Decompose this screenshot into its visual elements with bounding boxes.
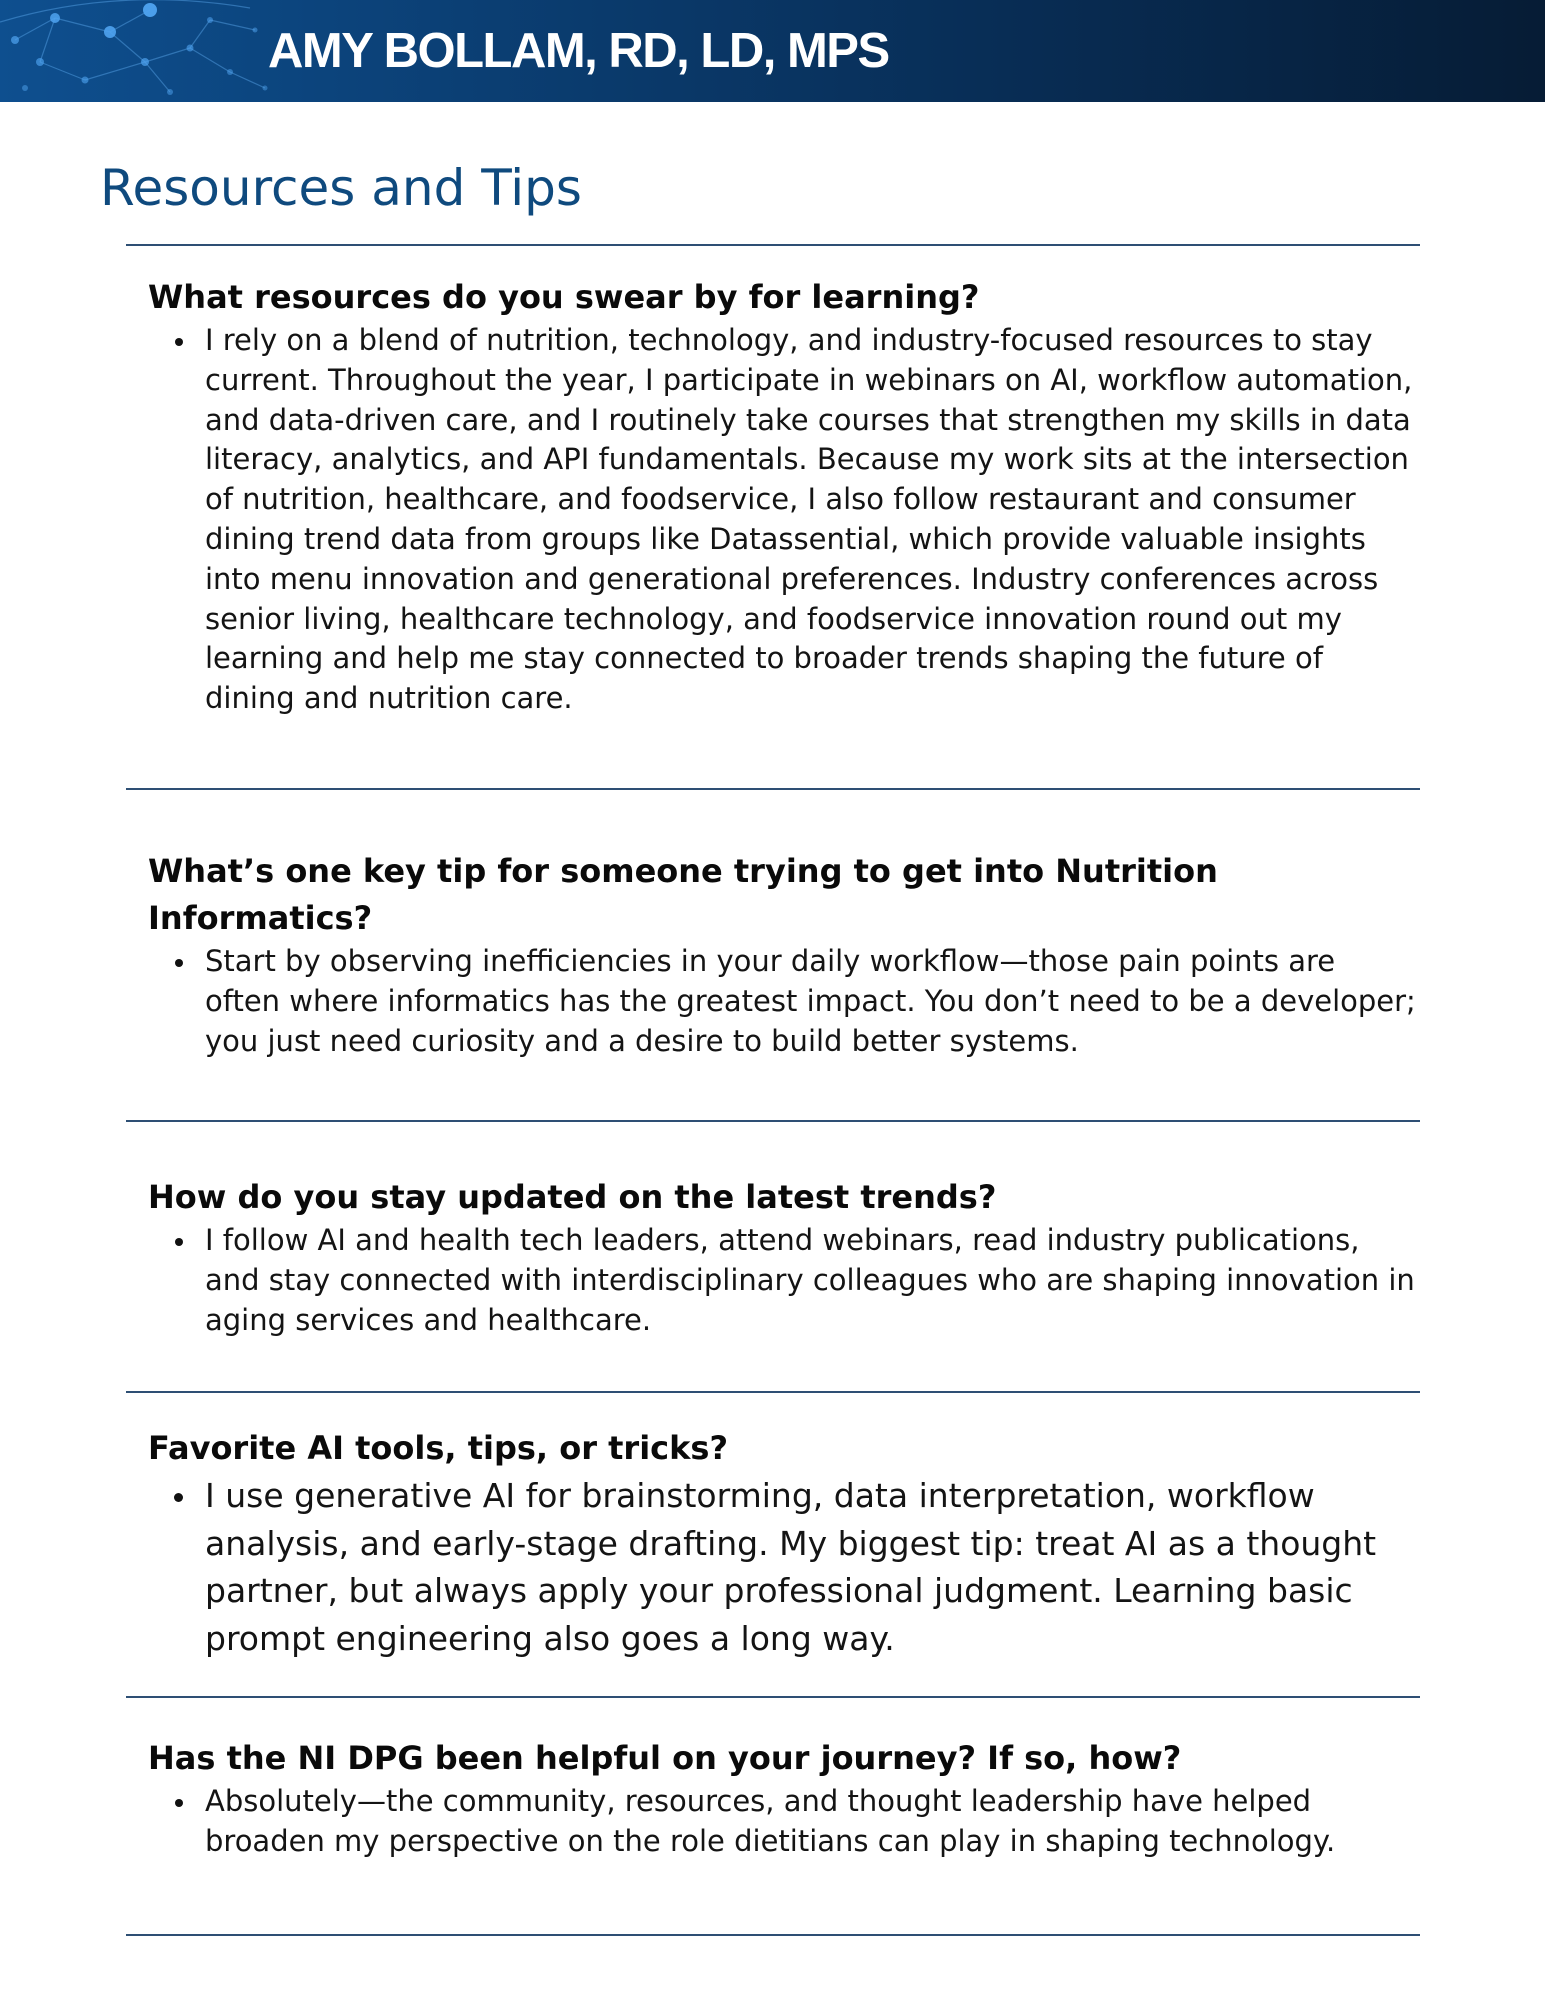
question-heading: What resources do you swear by for learning? (148, 278, 980, 316)
section-divider (126, 1696, 1420, 1698)
answer-list (148, 1782, 1418, 1862)
qa-section-ai-tools (148, 1425, 1418, 1662)
section-divider (126, 1934, 1420, 1936)
section-divider (126, 1391, 1420, 1393)
question-heading: Favorite AI tools, tips, or tricks? (148, 1429, 729, 1467)
question-heading: Has the NI DPG been helpful on your journey? If so, how? (148, 1739, 1182, 1777)
section-divider (126, 244, 1420, 246)
answer-list (148, 942, 1418, 1061)
network-nodes-icon (0, 0, 290, 102)
answer-list (148, 1221, 1418, 1340)
answer-bullet: I follow AI and health tech leaders, attend webinars, read industry publications, and stay connected with interdisciplinary colleagues who are shaping innovation in aging services and healthcare. (205, 1221, 1418, 1340)
answer-list (148, 1472, 1418, 1662)
header-banner (0, 0, 1545, 102)
qa-section-learning-resources (148, 274, 1418, 719)
section-divider (126, 788, 1420, 790)
answer-list (148, 321, 1418, 719)
answer-bullet: I use generative AI for brainstorming, data interpretation, workflow analysis, and early-stage drafting. My biggest tip: treat AI as a thought partner, but always apply your professional judgment. Learning basic prompt engineering also goes a long way. (205, 1472, 1418, 1662)
author-name: AMY BOLLAM, RD, LD, MPS (268, 24, 889, 78)
qa-section-ni-dpg (148, 1735, 1418, 1862)
qa-section-key-tip (148, 848, 1418, 1061)
qa-section-latest-trends (148, 1174, 1418, 1340)
question-heading: What’s one key tip for someone trying to get into Nutrition Informatics? (148, 852, 1218, 937)
question-heading: How do you stay updated on the latest trends? (148, 1178, 997, 1216)
answer-bullet: Absolutely—the community, resources, and thought leadership have helped broaden my perspective on the role dietitians can play in shaping technology. (205, 1782, 1418, 1862)
section-divider (126, 1120, 1420, 1122)
answer-bullet: I rely on a blend of nutrition, technology, and industry-focused resources to stay current. Throughout the year, I participate in webinars on AI, workflow automation, and data-driven care, and I routinely take courses that strengthen my skills in data literacy, analytics, and API fundamentals. Because my work sits at the intersection of nutrition, healthcare, and foodservice, I also follow restaurant and consumer dining trend data from groups like Datassential, which provide valuable insights into menu innovation and generational preferences. Industry conferences across senior living, healthcare technology, and foodservice innovation round out my learning and help me stay connected to broader trends shaping the future of dining and nutrition care. (205, 321, 1418, 719)
answer-bullet: Start by observing inefficiencies in your daily workflow—those pain points are often where informatics has the greatest impact. You don’t need to be a developer; you just need curiosity and a desire to build better systems. (205, 942, 1418, 1061)
page-title: Resources and Tips (100, 159, 582, 217)
